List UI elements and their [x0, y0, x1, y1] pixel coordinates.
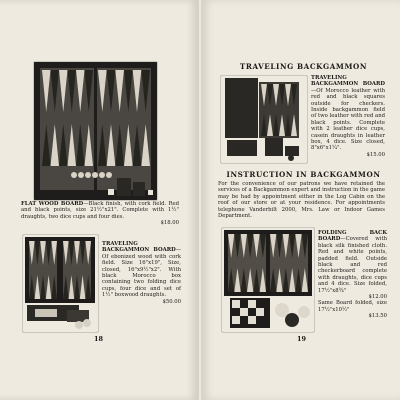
leather-board-body: —Of Morocco leather with red and black squares outside for checkers. Inside backgammon field of two leather with red and black points. Complete with 2 leather dice cups, casein draughts in leather box, 4 dice. Size closed, 8"x6"x1¼". [311, 87, 385, 152]
leather-backgammon-board-photo [221, 76, 307, 163]
flat-wood-board-price: $18.00 [160, 220, 179, 227]
flat-wood-board-body: —Black finish, with cork field. Red and black points, size 21½"x21". Complete with 1½" draughts, two dice cups and four dies. [21, 201, 179, 220]
traveling-board-price: $50.00 [162, 298, 181, 305]
leather-board-price: $15.00 [366, 151, 385, 158]
traveling-backgammon-board-photo [23, 235, 98, 332]
leather-board-title: TRAVELING BACKGAMMON BOARD [311, 75, 385, 88]
folding-back-board-photo [222, 228, 314, 332]
section-header: TRAVELING BACKGAMMON [239, 62, 368, 71]
traveling-board-description [102, 241, 181, 305]
flat-wood-board-description [21, 201, 179, 227]
right-page [201, 0, 400, 400]
traveling-board-title: TRAVELING BACKGAMMON BOARD [102, 241, 176, 254]
folding-board-title: FOLDING BACK BOARD [318, 230, 387, 243]
folding-board-note-price: $13.50 [368, 313, 387, 320]
leather-board-description [311, 75, 385, 158]
page-number-left: 18 [94, 335, 104, 343]
instruction-heading: INSTRUCTION IN BACKGAMMON [226, 170, 381, 179]
page-number-right: 19 [297, 335, 307, 343]
instruction-body: For the convenience of our patrons we have retained the services of a Backgammon expert and instruction in the game may be had by appointment either in the Log Cabin on the roof of our store or at your residence. For appointments telephone Vanderbilt 2000, Mrs. Law or Indoor Games Department. [218, 181, 385, 220]
left-page [0, 0, 199, 400]
folding-board-description [318, 230, 387, 320]
folding-board-body: —Covered with black silk finished cloth. Red and white points, padded field. Outside black and red checkerboard complete with draughts, dice cups and 4 dice. Size folded, 17½"x8¾" [318, 236, 387, 294]
traveling-board-body: —Of ebonized wood with cork field. Size 16"x19", Size, closed, 16"x9½"x2". With black Morocco box containing two folding dice cups, four dice and set of 1½" boxwood draughts. [102, 247, 181, 299]
folding-board-note: Same Board folded, size 17½"x10½" [318, 300, 387, 313]
folding-board-price: $12.00 [368, 294, 387, 301]
flat-wood-board-photo [34, 62, 157, 200]
flat-wood-board-title: FLAT WOOD BOARD [21, 201, 84, 207]
